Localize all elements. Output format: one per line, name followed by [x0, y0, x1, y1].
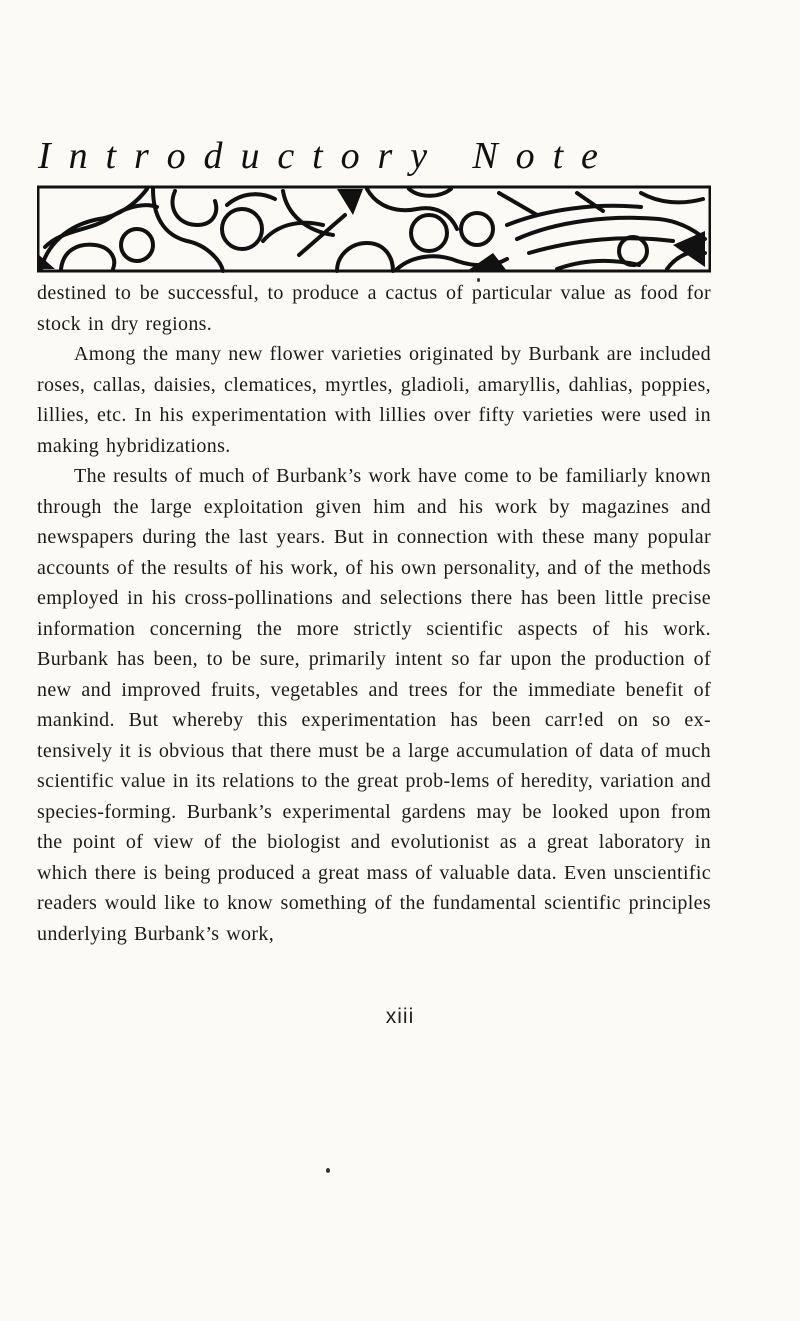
title-letter: o	[166, 135, 186, 177]
title-letter: y	[410, 135, 428, 177]
paragraph-3: The results of much of Burbank’s work have come to be familiarly known through the large exploitation given him and his work by magazines and newspapers during the last years. But in connection with these many popular accounts of the results of his work, of his own personality, and of the methods employed in his cross-pollinations and selections there has been little precise information concerning the more strictly scientific aspects of his work. Burbank has been, to be sure, primarily intent so far upon the production of new and improved fruits, vegetables and trees for the immediate benefit of mankind. But whereby this experimentation has been carr!ed on so ex-tensively it is obvious that there must be a large accumulation of data of much scientific value in its relations to the great prob-lems of heredity, variation and species-forming. Burbank’s experimental gardens may be looked upon from the point of view of the biologist and evolutionist as a great laboratory in which there is being produced a great mass of valuable data. Even unscientific readers would like to know something of the fundamental scientific principles underlying Burbank’s work,	[37, 465, 711, 945]
title-letter: I	[38, 135, 51, 177]
title-letter: o	[340, 135, 360, 177]
print-speck	[326, 1168, 330, 1173]
body-text	[37, 278, 711, 949]
title-letter: N	[472, 135, 498, 177]
title-letter: t	[312, 135, 323, 177]
title-letter: c	[277, 135, 295, 177]
title-letter: e	[581, 135, 598, 177]
title-letter: t	[552, 135, 564, 177]
art-nouveau-floral-band-icon	[37, 185, 711, 275]
page-number: xiii	[385, 1005, 415, 1028]
title-letter: r	[133, 135, 149, 177]
title-space	[445, 136, 455, 176]
title-letter: o	[515, 135, 535, 177]
title-letter: d	[203, 135, 223, 177]
title-letter: u	[240, 135, 260, 177]
paragraph-2: Among the many new flower varieties originated by Burbank are included roses, callas, daisies, clematices, myrtles, gladioli, amaryllis, dahlias, poppies, lillies, etc. In his experimentation with lillies over fifty varieties were used in making hybridizations.	[37, 343, 711, 457]
title-letter: n	[68, 135, 88, 177]
print-speck	[477, 278, 480, 282]
title-letter: t	[105, 135, 117, 177]
title-letter: r	[377, 135, 393, 177]
page-title	[38, 136, 598, 176]
paragraph-1: destined to be successful, to produce a cactus of particular value as food for stock in dry regions.	[37, 282, 711, 335]
